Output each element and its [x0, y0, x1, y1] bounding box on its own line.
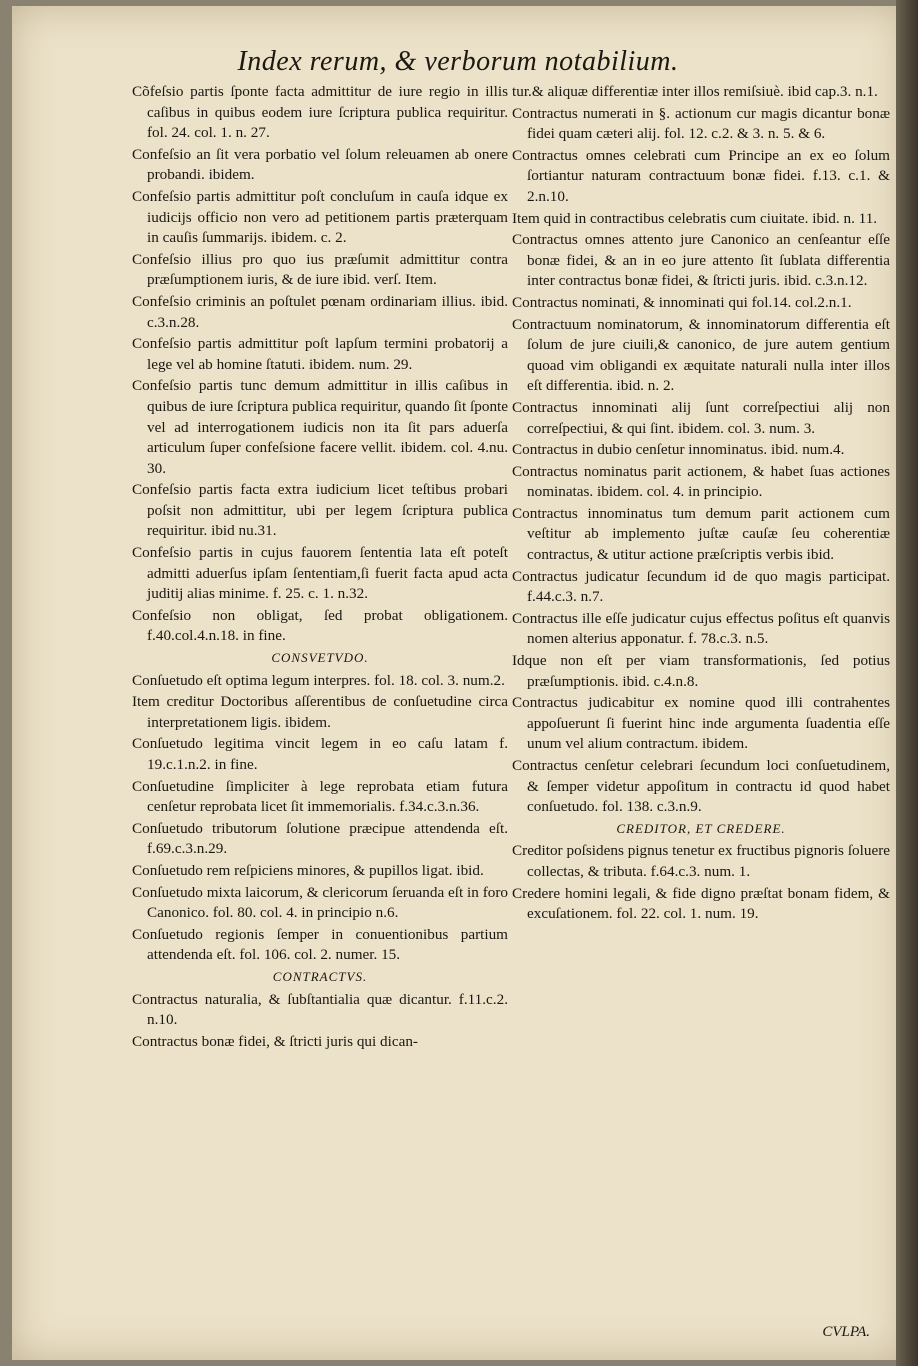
- index-entry: Contractus ille eſſe judicatur cujus effectus poſitus eſt quanvis nomen alterius apponatur. f. 78.c.3. n.5.: [512, 609, 890, 648]
- left-column: [132, 82, 508, 1053]
- index-entry: Contractuum nominatorum, & innominatorum differentia eſt ſolum de jure ciuili,& canonico, de jure autem gentium quoad vim obligandi ex æquitate naturali nulla inter illos eſt differentia. ibid. n. 2.: [512, 315, 890, 395]
- index-entry: Contractus innominati alij ſunt correſpectiui alij non correſpectiui, & qui ſint. ibidem. col. 3. num. 3.: [512, 398, 890, 437]
- section-heading: CREDITOR, ET CREDERE.: [616, 820, 786, 836]
- index-entry: Confeſsio partis in cujus fauorem ſententia lata eſt poteſt admitti aduerſus ipſam ſententiam,ſi fuerit facta apud acta juditij alias minime. f. 25. c. 1. n.32.: [132, 544, 508, 603]
- index-entry: Confeſsio non obligat, ſed probat obligationem. f.40.col.4.n.18. in fine.: [132, 606, 508, 645]
- right-column: [512, 82, 890, 926]
- index-entry: Contractus bonæ fidei, & ſtricti juris qui dican-: [132, 1032, 418, 1050]
- index-entry: Conſuetudine ſimpliciter à lege reprobata etiam futura cenſetur reprobata licet ſit immemorialis. f.34.c.3.n.36.: [132, 777, 508, 816]
- index-entry: Contractus nominati, & innominati qui fol.14. col.2.n.1.: [512, 293, 852, 311]
- index-entry: Contractus innominatus tum demum parit actionem cum veſtitur ab implemento juſtæ cauſæ ſeu coherentiæ contractus, & utitur actione præſcriptis verbis ibid.: [512, 504, 890, 564]
- index-entry: Confeſsio partis admittitur poſt lapſum termini probatorij a lege vel ab homine ſtatuti. ibidem. num. 29.: [132, 335, 508, 373]
- index-entry: Idque non eſt per viam transformationis, ſed potius præſumptionis. ibid. c.4.n.8.: [512, 652, 890, 690]
- index-entry: Confeſsio partis facta extra iudicium licet teſtibus probari poſsit non admittitur, ubi per legem ſcriptura publica requiritur. ibid nu.31.: [132, 481, 508, 540]
- index-entry: Item creditur Doctoribus aſſerentibus de conſuetudine circa interpretationem ligis. ibidem.: [132, 693, 508, 731]
- index-entry: Confeſsio illius pro quo ius præſumit admittitur contra præſumptionem iuris, & de iure ibid. verſ. Item.: [132, 250, 508, 289]
- index-entry: Conſuetudo tributorum ſolutione præcipue attendenda eſt. f.69.c.3.n.29.: [132, 819, 508, 858]
- index-entry: Confeſsio an ſit vera porbatio vel ſolum releuamen ab onere probandi. ibidem.: [132, 145, 508, 184]
- index-entry: Contractus naturalia, & ſubſtantialia quæ dicantur. f.11.c.2. n.10.: [132, 990, 508, 1029]
- index-entry: Confeſsio partis admittitur poſt concluſum in cauſa idque ex iudicijs officio non vero ad petitionem partis præterquam in cauſis ſummarijs. ibidem. c. 2.: [132, 187, 508, 247]
- index-entry: Conſuetudo eſt optima legum interpres. fol. 18. col. 3. num.2.: [132, 671, 505, 689]
- index-entry: Creditor poſsidens pignus tenetur ex fructibus pignoris ſoluere collectas, & tributa. f.64.c.3. num. 1.: [512, 842, 890, 880]
- index-entry: Contractus judicabitur ex nomine quod illi contrahentes appoſuerunt ſi fuerint hinc inde argumenta ſuadentia eſſe unum vel alium contractum. ibidem.: [512, 694, 890, 753]
- index-entry: Conſuetudo legitima vincit legem in eo caſu latam f. 19.c.1.n.2. in fine.: [132, 735, 508, 773]
- index-entry: Contractus omnes attento jure Canonico an cenſeantur eſſe bonæ fidei, & an in eo jure attento ſit ſublata differentia inter contractus bonæ fidei, & ſtricti juris. ibid. c.3.n.12.: [512, 231, 890, 290]
- index-entry: Contractus judicatur ſecundum id de quo magis participat. f.44.c.3. n.7.: [512, 567, 890, 606]
- book-spine-edge: [896, 0, 918, 1366]
- index-entry: Cõfeſsio partis ſponte facta admittitur de iure regio in illis caſibus in quibus eodem iure ſcriptura publica requiritur. fol. 24. col. 1. n. 27.: [132, 83, 508, 142]
- index-entry: tur.& aliquæ differentiæ inter illos remiſsiuè. ibid cap.3. n.1.: [512, 83, 878, 100]
- index-entry: Conſuetudo rem reſpiciens minores, & pupillos ligat. ibid.: [132, 861, 484, 879]
- index-entry: Item quid in contractibus celebratis cum ciuitate. ibid. n. 11.: [512, 209, 878, 227]
- index-entry: Confeſsio criminis an poſtulet pœnam ordinariam illius. ibid. c.3.n.28.: [132, 292, 508, 331]
- index-entry: Contractus omnes celebrati cum Principe an ex eo ſolum ſortiantur naturam contractuum bonæ fidei. f.13. c.1. & 2.n.10.: [512, 146, 890, 205]
- index-entry: Conſuetudo regionis ſemper in conuentionibus partium attendenda eſt. fol. 106. col. 2. numer. 15.: [132, 925, 508, 964]
- index-entry: Conſuetudo mixta laicorum, & clericorum ſeruanda eſt in foro Canonico. fol. 80. col. 4. in principio n.6.: [132, 883, 508, 922]
- index-entry: Contractus nominatus parit actionem, & habet ſuas actiones nominatas. ibidem. col. 4. in principio.: [512, 462, 890, 501]
- index-entry: Contractus numerati in §. actionum cur magis dicantur bonæ fidei quam cæteri alij. fol. 12. c.2. & 3. n. 5. & 6.: [512, 104, 890, 143]
- index-entry: Confeſsio partis tunc demum admittitur in illis caſibus in quibus de iure ſcriptura publica requiritur, quando ſit ſponte vel ad interrogationem iudicis non ita ſit pars aduerſa articulum ſuper confeſsione facere vellit. ibidem. col. 4.nu. 30.: [132, 377, 508, 477]
- page-header: Index rerum, & verborum notabilium.: [237, 46, 679, 77]
- index-entry: Contractus in dubio cenſetur innominatus. ibid. num.4.: [512, 441, 845, 459]
- section-heading: CONTRACTVS.: [272, 968, 368, 984]
- index-entry: Contractus cenſetur celebrari ſecundum loci conſuetudinem, & ſemper videtur appoſitum in contractu id quod habet conſuetudo. fol. 138. c.3.n.9.: [512, 757, 890, 816]
- catchword: CVLPA.: [822, 1324, 870, 1340]
- section-heading: CONSVETVDO.: [271, 650, 369, 666]
- index-entry: Credere homini legali, & fide digno præſtat bonam fidem, & excuſationem. fol. 22. col. 1. num. 19.: [512, 884, 890, 923]
- book-page: [12, 6, 904, 1360]
